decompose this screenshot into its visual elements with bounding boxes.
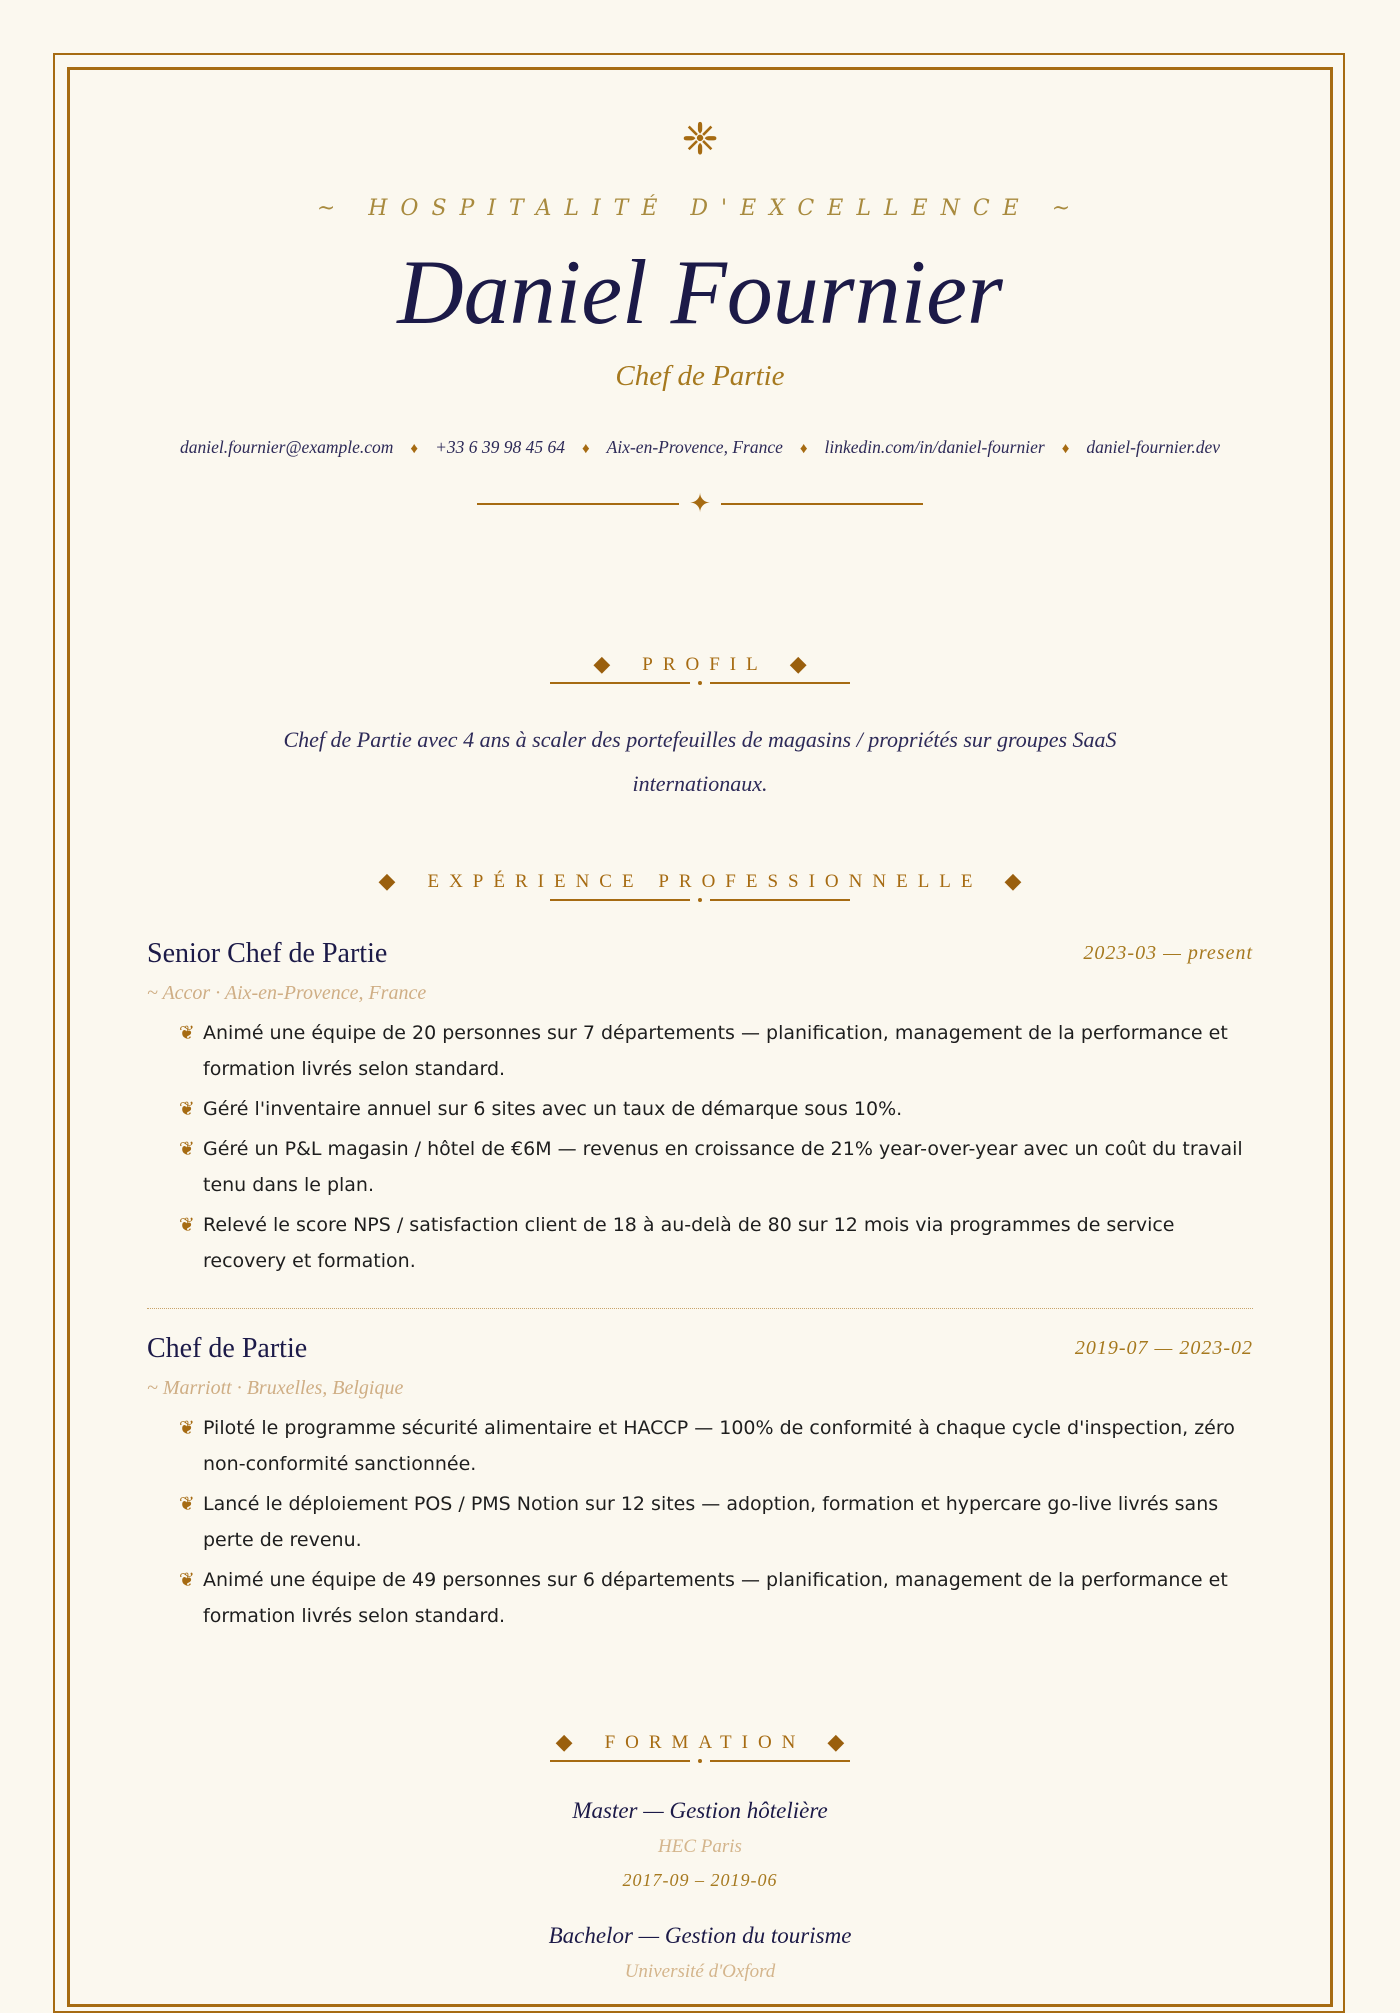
job-title: Chef de Partie bbox=[147, 1333, 308, 1364]
section-heading-education bbox=[147, 1730, 1253, 1763]
tagline: ~ HOSPITALITÉ D'EXCELLENCE ~ bbox=[316, 196, 1084, 221]
contact-email[interactable]: daniel.fournier@example.com bbox=[179, 437, 394, 457]
fleuron-bullet-icon: ❦ bbox=[179, 1022, 195, 1044]
profile-summary: Chef de Partie avec 4 ans à scaler des portefeuilles de magasins / propriétés sur groupes SaaS internationaux. bbox=[283, 727, 1117, 796]
list-item: ❦ Géré un P&L magasin / hôtel de €6M — revenus en croissance de 21% year-over-year avec un coût du travail tenu dans le plan. bbox=[179, 1131, 1253, 1203]
list-item: ❦ Piloté le programme sécurité alimentaire et HACCP — 100% de conformité à chaque cycle d'inspection, zéro non-conformité sanctionnée. bbox=[179, 1410, 1253, 1482]
education-entry bbox=[147, 1923, 1253, 1983]
contact-linkedin[interactable]: linkedin.com/in/daniel-fournier bbox=[824, 437, 1045, 457]
diamond-icon: ◆ bbox=[789, 652, 807, 677]
job-entry bbox=[147, 938, 1253, 1283]
degree: Master — Gestion hôtelière bbox=[572, 1798, 828, 1823]
education-dates: 2017-09 – 2019-06 bbox=[622, 1870, 778, 1890]
section-heading-experience bbox=[147, 869, 1253, 902]
contact-website[interactable]: daniel-fournier.dev bbox=[1086, 437, 1220, 457]
diamond-icon: ◆ bbox=[555, 1730, 573, 1755]
fleuron-bullet-icon: ❦ bbox=[179, 1493, 195, 1515]
section-title: EXPÉRIENCE PROFESSIONNELLE bbox=[427, 870, 983, 892]
list-item: ❦ Lancé le déploiement POS / PMS Notion sur 12 sites — adoption, formation et hypercare go-live livrés sans perte de revenu. bbox=[179, 1486, 1253, 1558]
job-divider bbox=[147, 1308, 1253, 1309]
list-item: ❦ Géré l'inventaire annuel sur 6 sites avec un taux de démarque sous 10%. bbox=[179, 1091, 1253, 1127]
star-icon: ✦ bbox=[689, 489, 711, 519]
contact-phone[interactable]: +33 6 39 98 45 64 bbox=[435, 437, 565, 457]
diamond-separator-icon: ♦ bbox=[1061, 441, 1070, 457]
diamond-icon: ◆ bbox=[593, 652, 611, 677]
job-bullets bbox=[147, 1015, 1253, 1279]
section-title: FORMATION bbox=[604, 1731, 806, 1753]
fleuron-bullet-icon: ❦ bbox=[179, 1417, 195, 1439]
job-dates: 2023-03 — present bbox=[1083, 942, 1253, 964]
fleuron-bullet-icon: ❦ bbox=[179, 1138, 195, 1160]
list-item: ❦ Animé une équipe de 20 personnes sur 7 départements — planification, management de la performance et formation livrés selon standard. bbox=[179, 1015, 1253, 1087]
candidate-role: Chef de Partie bbox=[615, 360, 785, 392]
job-company: ~ Accor · Aix-en-Provence, France bbox=[147, 982, 427, 1004]
job-bullets bbox=[147, 1410, 1253, 1634]
job-entry bbox=[147, 1333, 1253, 1638]
header-divider bbox=[147, 490, 1253, 518]
section-heading-profile bbox=[147, 652, 1253, 685]
diamond-separator-icon: ♦ bbox=[582, 441, 590, 457]
diamond-separator-icon: ♦ bbox=[799, 441, 808, 457]
list-item: ❦ Relevé le score NPS / satisfaction client de 18 à au-delà de 80 sur 12 mois via programmes de service recovery et formation. bbox=[179, 1207, 1253, 1279]
fleuron-bullet-icon: ❦ bbox=[179, 1098, 195, 1120]
job-title: Senior Chef de Partie bbox=[147, 938, 388, 969]
diamond-icon: ◆ bbox=[1004, 869, 1022, 894]
flower-ornament-icon: ❈ bbox=[681, 114, 719, 165]
school: Université d'Oxford bbox=[624, 1961, 776, 1982]
diamond-icon: ◆ bbox=[378, 869, 396, 894]
school: HEC Paris bbox=[658, 1836, 742, 1857]
job-company: ~ Marriott · Bruxelles, Belgique bbox=[147, 1377, 404, 1399]
contact-location: Aix-en-Provence, France bbox=[606, 437, 783, 457]
education-entry bbox=[147, 1798, 1253, 1891]
contact-line bbox=[147, 437, 1253, 458]
list-item: ❦ Animé une équipe de 49 personnes sur 6 départements — planification, management de la performance et formation livrés selon standard. bbox=[179, 1562, 1253, 1634]
candidate-name: Daniel Fournier bbox=[397, 241, 1003, 343]
job-dates: 2019-07 — 2023-02 bbox=[1074, 1337, 1253, 1359]
diamond-separator-icon: ♦ bbox=[410, 441, 419, 457]
diamond-icon: ◆ bbox=[827, 1730, 845, 1755]
fleuron-bullet-icon: ❦ bbox=[179, 1569, 195, 1591]
degree: Bachelor — Gestion du tourisme bbox=[548, 1923, 852, 1948]
fleuron-bullet-icon: ❦ bbox=[179, 1214, 195, 1236]
section-title: PROFIL bbox=[642, 653, 768, 675]
